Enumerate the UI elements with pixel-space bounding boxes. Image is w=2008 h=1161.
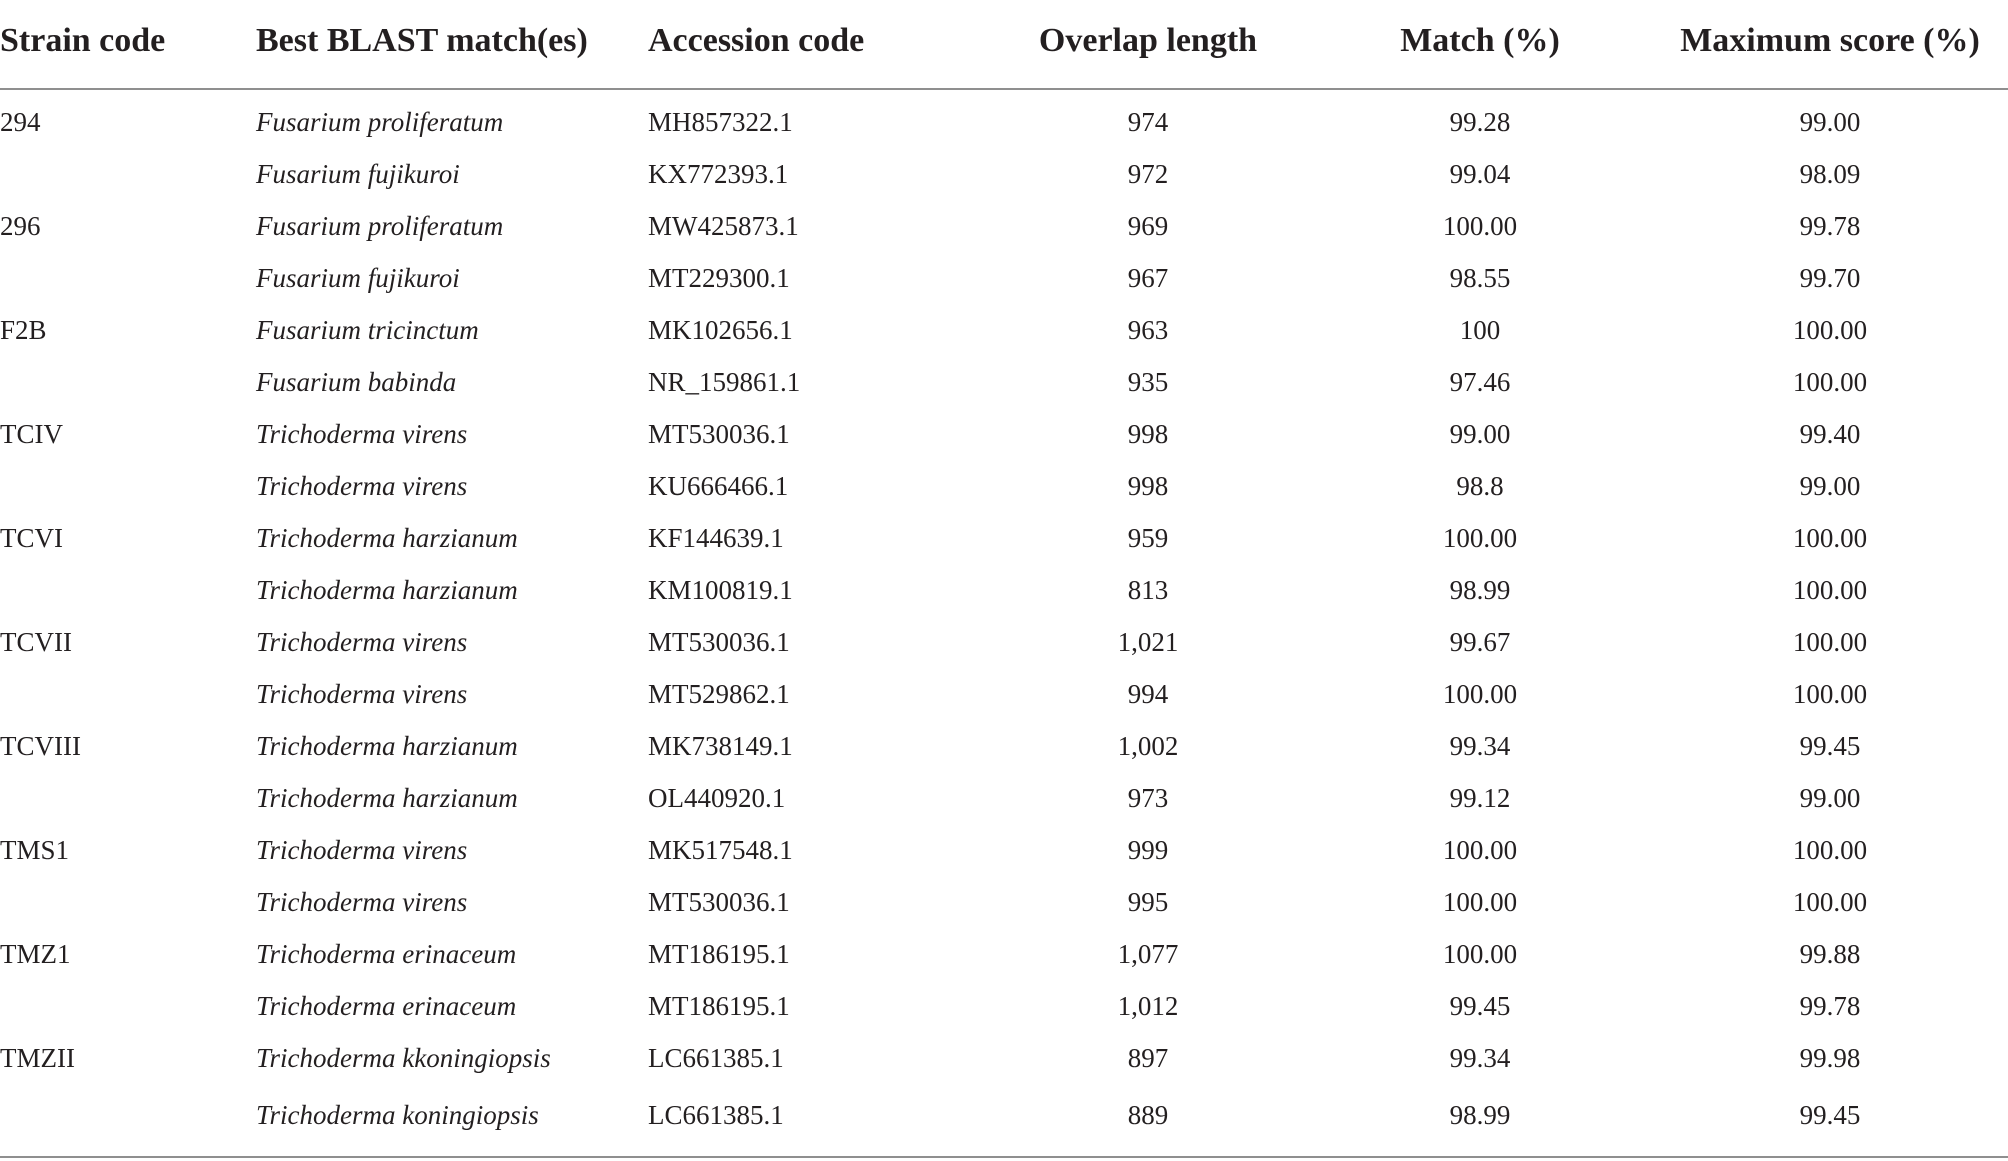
table-row [0, 304, 2008, 356]
maximum-score-cell: 99.00 [1799, 782, 1861, 813]
species-cell: Trichoderma kkoningiopsis [256, 1042, 551, 1073]
accession-code-cell: MK738149.1 [648, 730, 793, 761]
maximum-score-cell: 100.00 [1792, 678, 1868, 709]
maximum-score-cell: 100.00 [1792, 522, 1868, 553]
match-percent-cell: 99.34 [1449, 1042, 1511, 1073]
accession-code-cell: MT186195.1 [648, 990, 790, 1021]
strain-code-cell [0, 356, 256, 408]
species-cell: Trichoderma virens [256, 470, 468, 501]
species-cell: Trichoderma harzianum [256, 730, 518, 761]
overlap-length-cell: 994 [1127, 678, 1169, 709]
overlap-length-cell: 1,077 [1117, 938, 1179, 969]
overlap-length-cell: 1,002 [1117, 730, 1179, 761]
overlap-length-cell: 974 [1127, 106, 1169, 137]
table-row [0, 89, 2008, 148]
table-row [0, 772, 2008, 824]
overlap-length-cell: 973 [1127, 782, 1169, 813]
accession-code-cell: MW425873.1 [648, 210, 799, 241]
table-row [0, 980, 2008, 1032]
table-row [0, 460, 2008, 512]
overlap-length-cell: 963 [1127, 314, 1169, 345]
header-strain-code: Strain code [0, 0, 256, 89]
species-cell: Trichoderma erinaceum [256, 938, 517, 969]
overlap-length-cell: 935 [1127, 366, 1169, 397]
match-percent-cell: 98.55 [1449, 262, 1511, 293]
species-cell: Trichoderma koningiopsis [256, 1084, 648, 1157]
header-match-percent: Match (%) [1308, 0, 1652, 89]
overlap-length-cell: 959 [1127, 522, 1169, 553]
species-cell: Trichoderma harzianum [256, 574, 518, 605]
maximum-score-cell: 100.00 [1792, 834, 1868, 865]
table-row [0, 928, 2008, 980]
strain-code-cell [0, 668, 256, 720]
accession-code-cell: MH857322.1 [648, 106, 793, 137]
accession-code-cell: MT530036.1 [648, 626, 790, 657]
species-cell: Trichoderma virens [256, 886, 468, 917]
match-percent-cell: 97.46 [1449, 366, 1511, 397]
species-cell: Fusarium tricinctum [256, 314, 479, 345]
header-maximum-score: Maximum score (%) [1652, 0, 2008, 89]
table-row [0, 1084, 2008, 1157]
maximum-score-cell: 98.09 [1799, 158, 1861, 189]
match-percent-cell: 100.00 [1442, 210, 1518, 241]
accession-code-cell: LC661385.1 [648, 1042, 784, 1073]
species-cell: Trichoderma virens [256, 418, 468, 449]
strain-code-cell [0, 876, 256, 928]
species-cell: Trichoderma virens [256, 678, 468, 709]
maximum-score-cell: 99.00 [1799, 106, 1861, 137]
match-percent-cell: 99.12 [1449, 782, 1511, 813]
accession-code-cell: KX772393.1 [648, 158, 789, 189]
strain-code-cell [0, 1084, 256, 1157]
match-percent-cell: 100.00 [1442, 522, 1518, 553]
species-cell: Fusarium proliferatum [256, 106, 504, 137]
accession-code-cell: MT229300.1 [648, 262, 790, 293]
strain-code-cell: TCVII [0, 626, 72, 657]
overlap-length-cell: 897 [1127, 1042, 1169, 1073]
overlap-length-cell: 998 [1127, 470, 1169, 501]
species-cell: Fusarium fujikuroi [256, 158, 460, 189]
strain-code-cell [0, 564, 256, 616]
accession-code-cell: KM100819.1 [648, 574, 793, 605]
overlap-length-cell: 969 [1127, 210, 1169, 241]
header-best-blast-match: Best BLAST match(es) [256, 0, 648, 89]
table-row [0, 876, 2008, 928]
maximum-score-cell: 99.45 [1652, 1084, 2008, 1157]
table-row [0, 252, 2008, 304]
accession-code-cell: MK102656.1 [648, 314, 793, 345]
species-cell: Fusarium babinda [256, 366, 457, 397]
match-percent-cell: 98.99 [1308, 1084, 1652, 1157]
match-percent-cell: 99.45 [1449, 990, 1511, 1021]
strain-code-cell: TCIV [0, 418, 63, 449]
species-cell: Trichoderma virens [256, 834, 468, 865]
match-percent-cell: 98.99 [1449, 574, 1511, 605]
match-percent-cell: 100.00 [1442, 678, 1518, 709]
table-row [0, 356, 2008, 408]
accession-code-cell: OL440920.1 [648, 782, 786, 813]
overlap-length-cell: 995 [1127, 886, 1169, 917]
overlap-length-cell: 967 [1127, 262, 1169, 293]
header-overlap-length: Overlap length [988, 0, 1308, 89]
strain-code-cell: 296 [0, 210, 41, 241]
match-percent-cell: 98.8 [1456, 470, 1504, 501]
overlap-length-cell: 998 [1127, 418, 1169, 449]
strain-code-cell [0, 252, 256, 304]
maximum-score-cell: 99.78 [1799, 210, 1861, 241]
maximum-score-cell: 99.88 [1799, 938, 1861, 969]
strain-code-cell: 294 [0, 106, 41, 137]
accession-code-cell: NR_159861.1 [648, 366, 801, 397]
match-percent-cell: 99.04 [1449, 158, 1511, 189]
match-percent-cell: 100.00 [1442, 834, 1518, 865]
table-row [0, 408, 2008, 460]
table-header [0, 0, 2008, 89]
maximum-score-cell: 100.00 [1792, 626, 1868, 657]
maximum-score-cell: 100.00 [1792, 574, 1868, 605]
maximum-score-cell: 100.00 [1792, 366, 1868, 397]
header-row [0, 0, 2008, 89]
accession-code-cell: KF144639.1 [648, 522, 784, 553]
table-row [0, 824, 2008, 876]
strain-code-cell [0, 148, 256, 200]
maximum-score-cell: 99.70 [1799, 262, 1861, 293]
match-percent-cell: 99.28 [1449, 106, 1511, 137]
maximum-score-cell: 99.98 [1799, 1042, 1861, 1073]
accession-code-cell: MT530036.1 [648, 418, 790, 449]
table-row [0, 668, 2008, 720]
match-percent-cell: 99.67 [1449, 626, 1511, 657]
maximum-score-cell: 100.00 [1792, 314, 1868, 345]
species-cell: Trichoderma virens [256, 626, 468, 657]
maximum-score-cell: 99.78 [1799, 990, 1861, 1021]
strain-code-cell: F2B [0, 314, 47, 345]
table-row [0, 148, 2008, 200]
table-row [0, 512, 2008, 564]
strain-code-cell: TMZII [0, 1042, 75, 1073]
strain-code-cell [0, 772, 256, 824]
overlap-length-cell: 889 [988, 1084, 1308, 1157]
maximum-score-cell: 99.40 [1799, 418, 1861, 449]
match-percent-cell: 100.00 [1442, 886, 1518, 917]
strain-code-cell [0, 460, 256, 512]
table-body [0, 89, 2008, 1157]
table-row [0, 200, 2008, 252]
accession-code-cell: LC661385.1 [648, 1084, 988, 1157]
accession-code-cell: KU666466.1 [648, 470, 789, 501]
table-row [0, 720, 2008, 772]
species-cell: Fusarium proliferatum [256, 210, 504, 241]
header-accession-code: Accession code [648, 0, 988, 89]
accession-code-cell: MK517548.1 [648, 834, 793, 865]
overlap-length-cell: 972 [1127, 158, 1169, 189]
strain-code-cell: TCVI [0, 522, 63, 553]
match-percent-cell: 99.34 [1449, 730, 1511, 761]
maximum-score-cell: 99.45 [1799, 730, 1861, 761]
accession-code-cell: MT530036.1 [648, 886, 790, 917]
accession-code-cell: MT186195.1 [648, 938, 790, 969]
accession-code-cell: MT529862.1 [648, 678, 790, 709]
species-cell: Trichoderma harzianum [256, 522, 518, 553]
table-row [0, 616, 2008, 668]
species-cell: Trichoderma erinaceum [256, 990, 517, 1021]
overlap-length-cell: 1,021 [1117, 626, 1179, 657]
maximum-score-cell: 99.00 [1799, 470, 1861, 501]
strain-code-cell [0, 980, 256, 1032]
overlap-length-cell: 1,012 [1117, 990, 1179, 1021]
table-row [0, 564, 2008, 616]
match-percent-cell: 100 [1459, 314, 1501, 345]
strain-code-cell: TMS1 [0, 834, 70, 865]
match-percent-cell: 99.00 [1449, 418, 1511, 449]
maximum-score-cell: 100.00 [1792, 886, 1868, 917]
table-row [0, 1032, 2008, 1084]
overlap-length-cell: 999 [1127, 834, 1169, 865]
strain-code-cell: TMZ1 [0, 938, 71, 969]
species-cell: Fusarium fujikuroi [256, 262, 460, 293]
species-cell: Trichoderma harzianum [256, 782, 518, 813]
strain-code-cell: TCVIII [0, 730, 81, 761]
overlap-length-cell: 813 [1127, 574, 1169, 605]
match-percent-cell: 100.00 [1442, 938, 1518, 969]
